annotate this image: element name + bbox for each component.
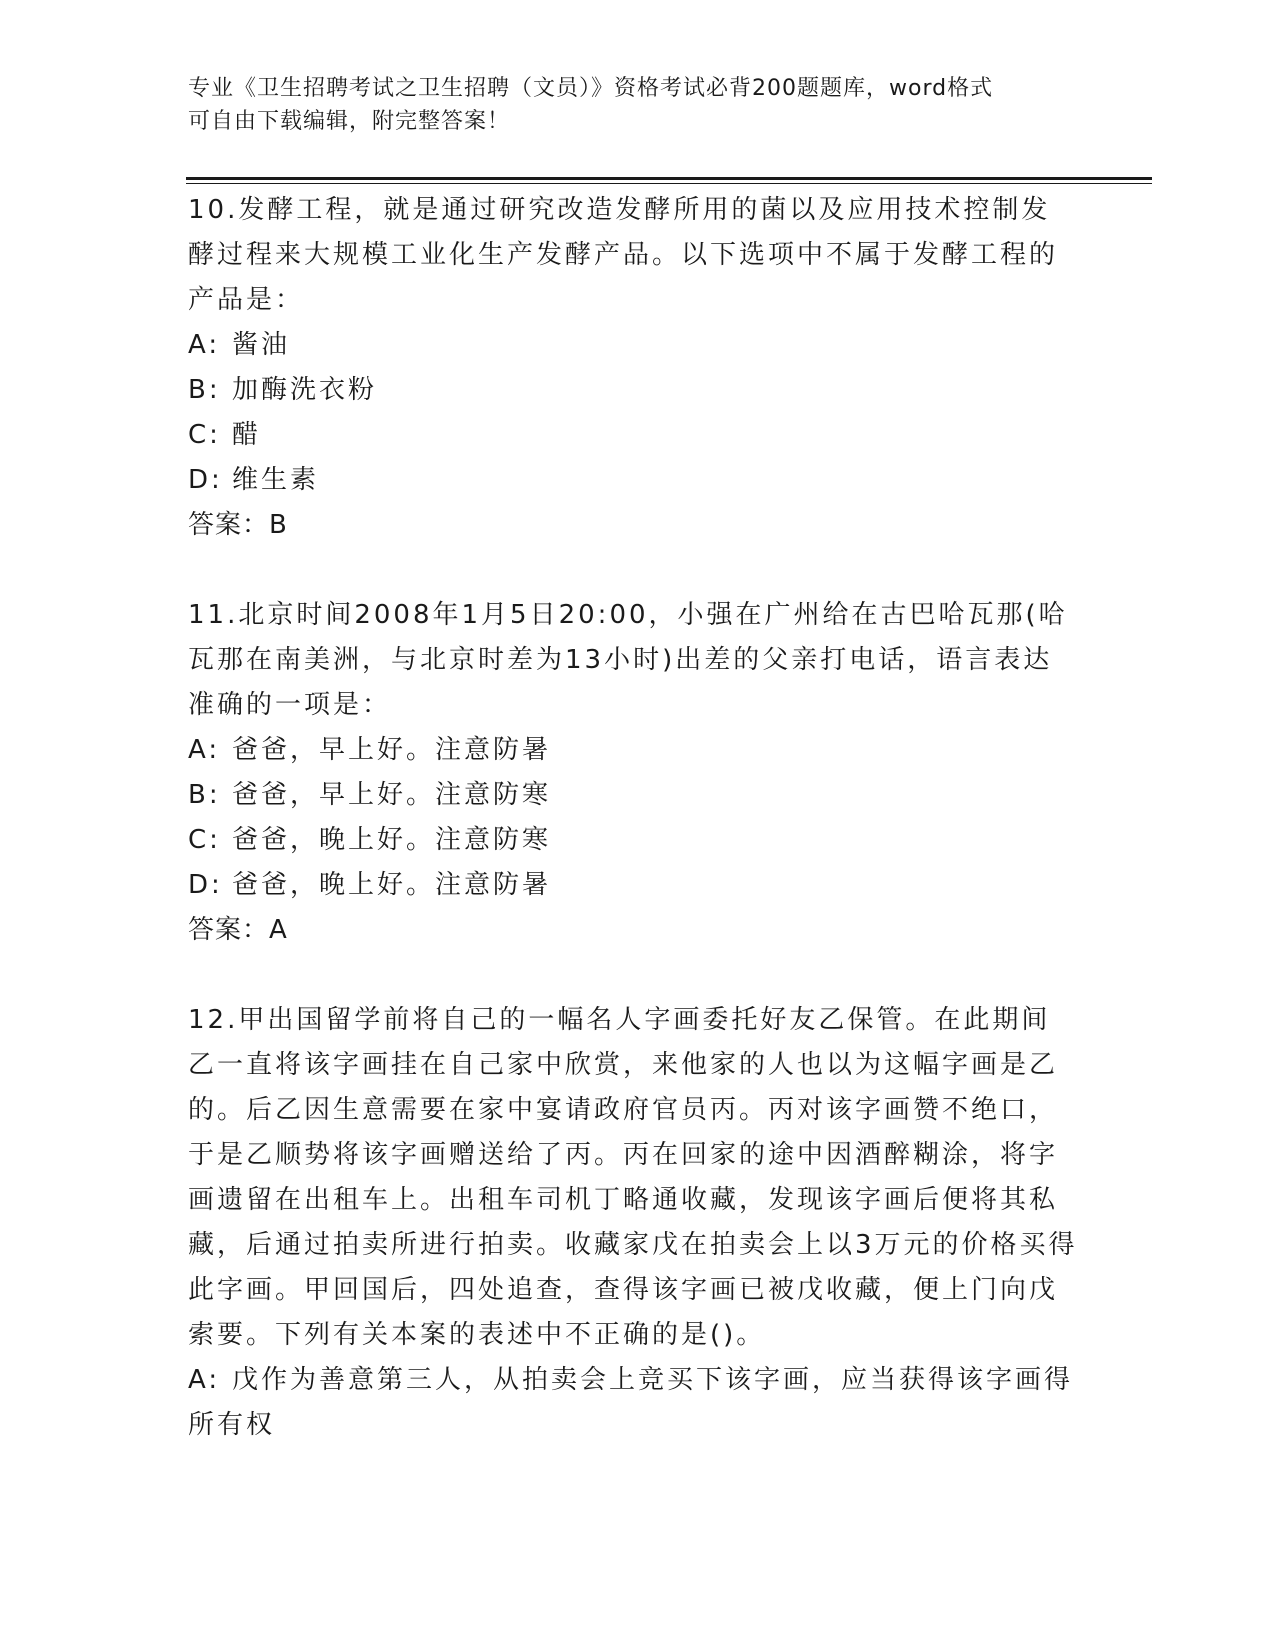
- option-b: [188, 368, 1078, 413]
- option-text: 爸爸，晚上好。注意防寒: [232, 825, 552, 855]
- option-letter: B:: [188, 780, 221, 810]
- question-text: 10.发酵工程，就是通过研究改造发酵所用的菌以及应用技术控制发酵过程来大规模工业化生产发酵产品。以下选项中不属于发酵工程的产品是：: [188, 195, 1059, 315]
- question-list: [188, 188, 1078, 1448]
- question-11: [188, 593, 1078, 953]
- header-line-2: 可自由下载编辑，附完整答案！: [188, 109, 511, 134]
- option-text: 爸爸，晚上好。注意防暑: [232, 870, 552, 900]
- option-a: [188, 1358, 1078, 1448]
- option-d: [188, 458, 1078, 503]
- header-divider-thin: [186, 183, 1152, 184]
- question-text: 12.甲出国留学前将自己的一幅名人字画委托好友乙保管。在此期间乙一直将该字画挂在自己家中欣赏，来他家的人也以为这幅字画是乙的。后乙因生意需要在家中宴请政府官员丙。丙对该字画赞不绝口，于是乙顺势将该字画赠送给了丙。丙在回家的途中因酒醉糊涂，将字画遗留在出租车上。出租车司机丁略通收藏，发现该字画后便将其私藏，后通过拍卖所进行拍卖。收藏家戊在拍卖会上以3万元的价格买得此字画。甲回国后，四处追查，查得该字画已被戊收藏，便上门向戊索要。下列有关本案的表述中不正确的是()。: [188, 1005, 1078, 1350]
- answer-line: 答案：B: [188, 510, 288, 540]
- option-text: 醋: [232, 420, 262, 450]
- option-b: [188, 773, 1078, 818]
- option-letter: D:: [188, 465, 223, 495]
- question-12: [188, 998, 1078, 1448]
- question-spacer: [188, 953, 1078, 998]
- answer-line: 答案：A: [188, 915, 288, 945]
- question-10: [188, 188, 1078, 548]
- option-text: 戊作为善意第三人，从拍卖会上竞买下该字画，应当获得该字画得所有权: [188, 1365, 1074, 1440]
- header-divider-thick: [186, 177, 1152, 180]
- option-a: [188, 728, 1078, 773]
- option-c: [188, 818, 1078, 863]
- option-text: 维生素: [232, 465, 320, 495]
- option-text: 加酶洗衣粉: [232, 375, 378, 405]
- option-letter: B:: [188, 375, 221, 405]
- option-letter: A:: [188, 735, 221, 765]
- option-letter: D:: [188, 870, 223, 900]
- option-text: 酱油: [232, 330, 291, 360]
- option-letter: A:: [188, 1365, 221, 1395]
- option-letter: C:: [188, 420, 221, 450]
- option-letter: A:: [188, 330, 221, 360]
- header-line-1: 专业《卫生招聘考试之卫生招聘（文员）》资格考试必背200题题库，word格式: [188, 76, 994, 101]
- option-text: 爸爸，早上好。注意防寒: [232, 780, 552, 810]
- option-letter: C:: [188, 825, 221, 855]
- question-spacer: [188, 548, 1078, 593]
- option-d: [188, 863, 1078, 908]
- option-text: 爸爸，早上好。注意防暑: [232, 735, 552, 765]
- question-text: 11.北京时间2008年1月5日20:00，小强在广州给在古巴哈瓦那(哈瓦那在南美洲，与北京时差为13小时)出差的父亲打电话，语言表达准确的一项是：: [188, 600, 1068, 720]
- document-header: [188, 72, 1088, 138]
- option-a: [188, 323, 1078, 368]
- option-c: [188, 413, 1078, 458]
